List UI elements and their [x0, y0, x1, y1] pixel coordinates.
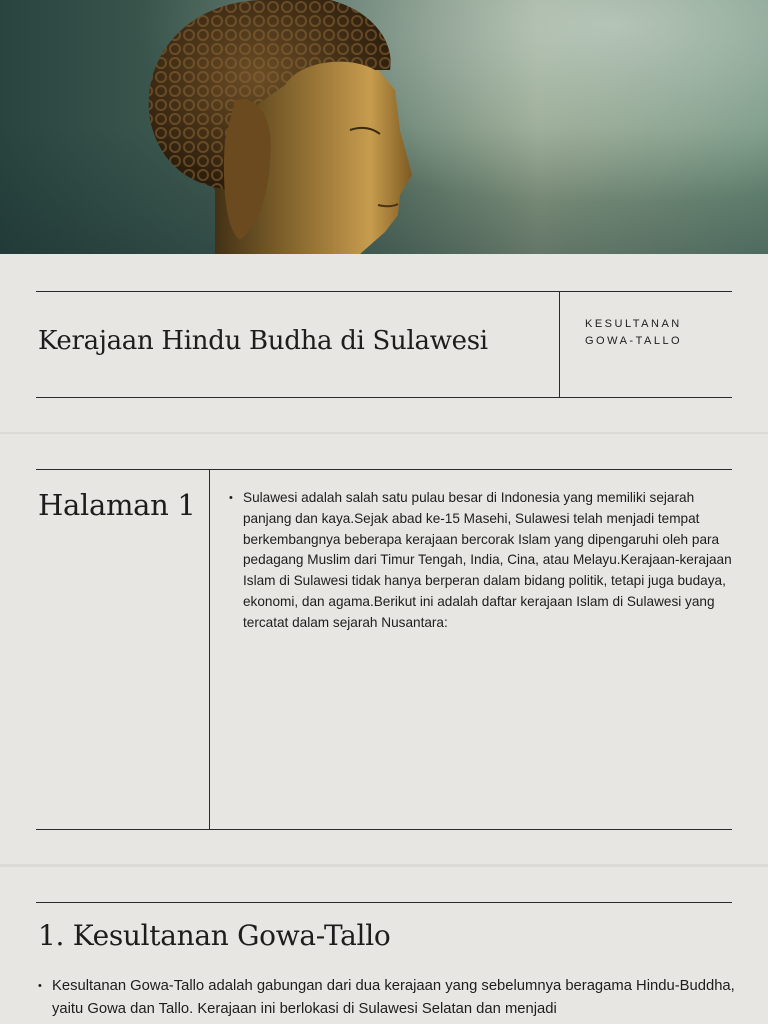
subtitle-line-2: GOWA-TALLO — [585, 335, 683, 347]
bullet-icon: • — [38, 980, 42, 992]
bullet-paragraph — [229, 488, 741, 634]
paragraph-text: Kesultanan Gowa-Tallo adalah gabungan dari dua kerajaan yang sebelumnya beragama Hindu-Buddha, yaitu Gowa dan Tallo. Kerajaan ini berlokasi di Sulawesi Selatan dan menjadi — [52, 978, 735, 1017]
content-slide-2 — [0, 867, 768, 1024]
paragraph-text: Sulawesi adalah salah satu pulau besar di Indonesia yang memiliki sejarah panjang dan kaya.Sejak abad ke-15 Masehi, Sulawesi telah menjadi tempat berkembangnya beberapa kerajaan bercorak Islam yang dipengaruhi oleh para pedagang Muslim dari Timur Tengah, India, Cina, atau Melayu.Kerajaan-kerajaan Islam di Sulawesi tidak hanya berperan dalam bidang politik, tetapi juga budaya, ekonomi, dan agama.Berikut ini adalah daftar kerajaan Islam di Sulawesi yang tercatat dalam sejarah Nusantara: — [243, 490, 732, 630]
divider-top — [36, 291, 732, 292]
bullet-paragraph — [38, 975, 738, 1021]
divider-top — [36, 469, 732, 470]
section-heading: 1. Kesultanan Gowa-Tallo — [38, 919, 391, 952]
divider-vertical — [209, 469, 210, 829]
hero-image — [0, 0, 768, 254]
title-slide — [0, 254, 768, 432]
divider-bottom — [36, 829, 732, 830]
content-slide-1 — [0, 434, 768, 864]
section-heading: Halaman 1 — [38, 488, 196, 522]
bullet-icon: • — [229, 492, 233, 504]
page-title: Kerajaan Hindu Budha di Sulawesi — [38, 326, 488, 356]
subtitle-line-1: KESULTANAN — [585, 318, 682, 330]
subtitle — [585, 316, 725, 350]
divider-top — [36, 902, 732, 903]
divider-vertical — [559, 291, 560, 397]
buddha-statue-image — [0, 0, 768, 254]
divider-bottom — [36, 397, 732, 398]
